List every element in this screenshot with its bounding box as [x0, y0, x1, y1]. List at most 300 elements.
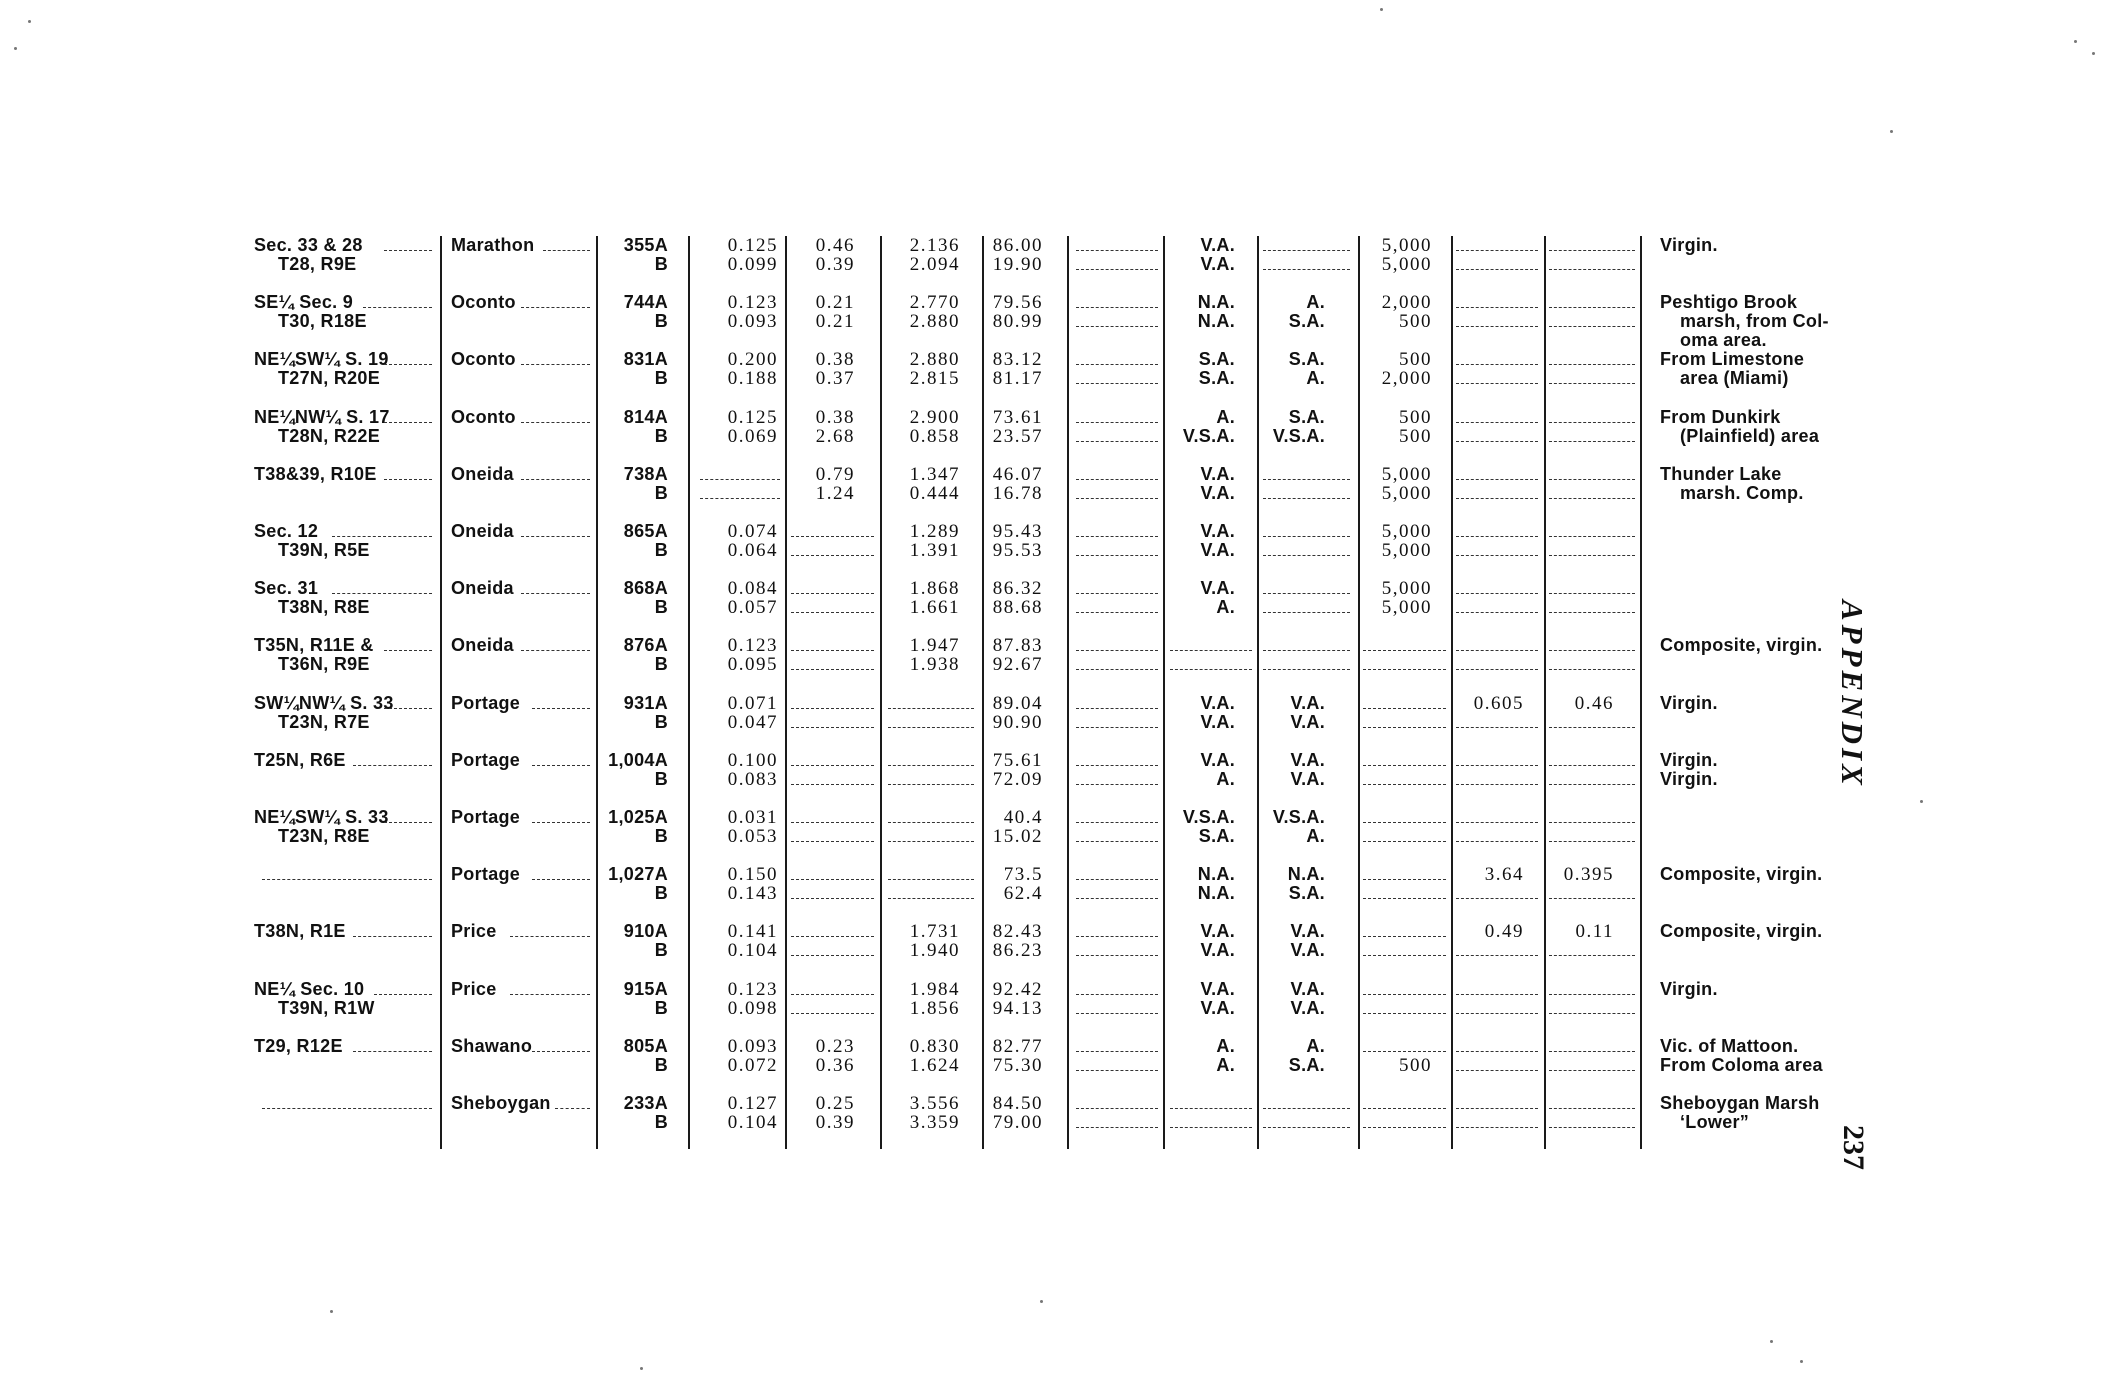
cell-c1: 0.104	[727, 940, 778, 962]
dash-leader	[1076, 479, 1158, 480]
table-row	[0, 291, 2107, 351]
scan-speck	[1380, 8, 1383, 11]
county: Oconto	[451, 406, 516, 427]
dash-leader	[1549, 1108, 1635, 1109]
dash-leader	[1076, 841, 1158, 842]
cell-c4: 19.90	[992, 254, 1043, 275]
scan-speck	[640, 1367, 643, 1370]
cell-c4: 87.83	[992, 635, 1043, 657]
cell-c1: 0.127	[727, 1093, 778, 1114]
cell-c4: 82.77	[992, 1035, 1043, 1057]
remarks: Virgin.	[1660, 768, 1718, 789]
dash-leader	[888, 727, 974, 728]
dash-leader	[384, 708, 432, 709]
dash-leader	[791, 822, 874, 823]
cell-c3: 1.347	[909, 463, 960, 485]
location-line2: T27N, R20E	[278, 368, 381, 389]
cell-c3: 1.868	[909, 578, 960, 600]
sample-id: 355A	[623, 235, 668, 255]
dash-leader	[353, 1051, 433, 1052]
cell-c7: V.A.	[1290, 940, 1325, 961]
cell-c4: 79.56	[992, 292, 1043, 314]
cell-c2: 0.38	[815, 349, 855, 371]
cell-c8: 500	[1399, 311, 1432, 333]
cell-c6: S.A.	[1198, 368, 1235, 389]
dash-leader	[521, 593, 590, 594]
dash-leader	[791, 1013, 874, 1014]
cell-c4: 95.43	[992, 521, 1043, 542]
cell-c6: V.A.	[1200, 997, 1235, 1018]
remarks: Composite, virgin.	[1660, 635, 1823, 656]
dash-leader	[888, 822, 974, 823]
dash-leader	[1549, 555, 1635, 556]
dash-leader	[521, 479, 590, 480]
dash-leader	[1263, 612, 1350, 613]
dash-leader	[555, 1108, 590, 1109]
cell-c3: 0.830	[909, 1035, 960, 1057]
cell-c4: 81.17	[992, 368, 1043, 390]
dash-leader	[1549, 784, 1635, 785]
dash-leader	[791, 593, 874, 594]
dash-leader	[1456, 593, 1538, 594]
dash-leader	[1549, 841, 1635, 842]
cell-c3: 1.289	[909, 521, 960, 542]
dash-leader	[1363, 784, 1446, 785]
cell-c2: 2.68	[815, 425, 855, 447]
dash-leader	[1456, 1108, 1538, 1109]
dash-leader	[1549, 593, 1635, 594]
cell-c4: 23.57	[992, 425, 1043, 447]
cell-c2: 0.38	[815, 406, 855, 428]
location-line2: T28, R9E	[278, 254, 357, 274]
dash-leader	[1076, 250, 1158, 251]
dash-leader	[1549, 1127, 1635, 1128]
dash-leader	[332, 593, 433, 594]
cell-c1: 0.064	[727, 540, 778, 561]
dash-leader	[532, 879, 590, 880]
cell-c1: 0.083	[727, 768, 778, 790]
cell-c8: 500	[1399, 425, 1432, 447]
sample-sub: B	[654, 368, 668, 389]
cell-c1: 0.141	[727, 921, 778, 943]
cell-c6: V.A.	[1200, 940, 1235, 961]
sample-id: 868A	[623, 578, 668, 599]
dash-leader	[791, 555, 874, 556]
cell-c4: 86.00	[992, 235, 1043, 256]
sample-sub: B	[654, 883, 668, 904]
cell-c1: 0.084	[727, 578, 778, 600]
dash-leader	[1456, 1013, 1538, 1014]
cell-c1: 0.100	[727, 749, 778, 771]
table-row	[0, 978, 2107, 1032]
cell-c9: 0.605	[1473, 692, 1524, 714]
cell-c6: N.A.	[1197, 311, 1235, 332]
cell-c1: 0.125	[727, 235, 778, 256]
county: Marathon	[451, 235, 535, 255]
cell-c7: S.A.	[1288, 349, 1325, 370]
scan-speck	[1890, 130, 1893, 133]
sample-id: 831A	[623, 349, 668, 370]
cell-c4: 73.5	[1003, 864, 1043, 886]
sample-id: 931A	[623, 692, 668, 713]
dash-leader	[700, 498, 780, 499]
sample-id: 915A	[623, 978, 668, 999]
sample-sub: B	[654, 482, 668, 503]
cell-c3: 1.984	[909, 978, 960, 1000]
table-row	[0, 1035, 2107, 1089]
cell-c4: 94.13	[992, 997, 1043, 1019]
dash-leader	[1363, 955, 1446, 956]
dash-leader	[1076, 364, 1158, 365]
cell-c3: 3.556	[909, 1093, 960, 1114]
cell-c2: 0.36	[815, 1054, 855, 1076]
remarks: (Plainfield) area	[1680, 425, 1820, 446]
cell-c2: 0.23	[815, 1035, 855, 1057]
cell-c4: 75.61	[992, 749, 1043, 771]
scan-speck	[1770, 1340, 1773, 1343]
cell-c1: 0.123	[727, 292, 778, 314]
remarks: Virgin.	[1660, 978, 1718, 999]
dash-leader	[1076, 1013, 1158, 1014]
cell-c1: 0.123	[727, 635, 778, 657]
table-row	[0, 348, 2107, 402]
sample-sub: B	[654, 311, 668, 332]
dash-leader	[1076, 1127, 1158, 1128]
cell-c1: 0.123	[727, 978, 778, 1000]
cell-c1: 0.031	[727, 807, 778, 828]
cell-c1: 0.095	[727, 654, 778, 676]
cell-c4: 90.90	[992, 711, 1043, 733]
dash-leader	[384, 422, 432, 423]
dash-leader	[353, 936, 433, 937]
location-line1: Sec. 12	[254, 521, 319, 541]
dash-leader	[1456, 898, 1538, 899]
sample-id: 233A	[623, 1093, 668, 1113]
cell-c7: V.A.	[1290, 978, 1325, 999]
county: Price	[451, 921, 497, 942]
dash-leader	[1456, 955, 1538, 956]
cell-c2: 0.37	[815, 368, 855, 390]
dash-leader	[1076, 955, 1158, 956]
cell-c7: A.	[1306, 368, 1325, 389]
table-row	[0, 806, 2107, 860]
cell-c2: 0.39	[815, 1112, 855, 1133]
cell-c6: V.A.	[1200, 521, 1235, 541]
dash-leader	[1076, 879, 1158, 880]
table-row	[0, 920, 2107, 974]
cell-c6: V.A.	[1200, 692, 1235, 713]
dash-leader	[791, 612, 874, 613]
dash-leader	[1363, 1108, 1446, 1109]
dash-leader	[1363, 1051, 1446, 1052]
dash-leader	[1549, 479, 1635, 480]
cell-c6: V.A.	[1200, 540, 1235, 560]
dash-leader	[1549, 441, 1635, 442]
dash-leader	[532, 822, 590, 823]
remarks: Sheboygan Marsh	[1660, 1093, 1820, 1113]
dash-leader	[1456, 364, 1538, 365]
remarks: From Limestone	[1660, 349, 1805, 370]
dash-leader	[1076, 326, 1158, 327]
dash-leader	[1263, 269, 1350, 270]
cell-c1: 0.057	[727, 597, 778, 619]
dash-leader	[1076, 441, 1158, 442]
remarks: oma area.	[1680, 330, 1767, 351]
cell-c3: 1.938	[909, 654, 960, 676]
cell-c3: 0.444	[909, 482, 960, 504]
location-line1: Sec. 33 & 28	[254, 235, 363, 255]
cell-c8: 5,000	[1381, 482, 1432, 504]
table-row	[0, 406, 2107, 460]
sample-sub: B	[654, 654, 668, 675]
scan-speck	[14, 47, 17, 50]
location-line2: T36N, R9E	[278, 654, 370, 675]
county: Oneida	[451, 463, 514, 484]
cell-c4: 75.30	[992, 1054, 1043, 1076]
dash-leader	[1076, 593, 1158, 594]
county: Oneida	[451, 635, 514, 656]
cell-c2: 0.25	[815, 1093, 855, 1114]
dash-leader	[1076, 555, 1158, 556]
remarks: ‘Lower”	[1680, 1112, 1750, 1132]
cell-c2: 1.24	[815, 482, 855, 504]
sample-id: 1,004A	[608, 749, 668, 770]
dash-leader	[1263, 555, 1350, 556]
dash-leader	[1549, 1070, 1635, 1071]
dash-leader	[1263, 479, 1350, 480]
dash-leader	[1263, 650, 1350, 651]
dash-leader	[521, 364, 590, 365]
dash-leader	[1456, 727, 1538, 728]
cell-c3: 2.815	[909, 368, 960, 390]
cell-c8: 2,000	[1381, 368, 1432, 390]
cell-c1: 0.143	[727, 883, 778, 905]
dash-leader	[888, 841, 974, 842]
cell-c1: 0.150	[727, 864, 778, 886]
cell-c3: 1.731	[909, 921, 960, 943]
county: Portage	[451, 864, 521, 885]
remarks: Vic. of Mattoon.	[1660, 1035, 1799, 1056]
sample-id: 910A	[623, 921, 668, 942]
cell-c1: 0.125	[727, 406, 778, 428]
cell-c3: 2.880	[909, 311, 960, 333]
dash-leader	[1263, 669, 1350, 670]
cell-c8: 500	[1399, 1054, 1432, 1076]
dash-leader	[1363, 765, 1446, 766]
cell-c6: V.A.	[1200, 711, 1235, 732]
remarks: Peshtigo Brook	[1660, 292, 1798, 313]
dash-leader	[521, 536, 590, 537]
cell-c4: 86.23	[992, 940, 1043, 962]
cell-c2: 0.79	[815, 463, 855, 485]
dash-leader	[1456, 612, 1538, 613]
cell-c7: V.A.	[1290, 749, 1325, 770]
dash-leader	[1549, 822, 1635, 823]
dash-leader	[1549, 422, 1635, 423]
county: Oconto	[451, 292, 516, 313]
table-row	[0, 634, 2107, 688]
dash-leader	[1549, 650, 1635, 651]
dash-leader	[791, 936, 874, 937]
remarks: Composite, virgin.	[1660, 921, 1823, 942]
dash-leader	[1263, 593, 1350, 594]
cell-c2: 0.21	[815, 292, 855, 314]
dash-leader	[1456, 555, 1538, 556]
county: Portage	[451, 692, 521, 713]
cell-c6: S.A.	[1198, 826, 1235, 846]
dash-leader	[1363, 936, 1446, 937]
dash-leader	[1076, 269, 1158, 270]
cell-c1: 0.069	[727, 425, 778, 447]
cell-c2: 0.46	[815, 235, 855, 256]
remarks: marsh. Comp.	[1680, 482, 1804, 503]
dash-leader	[1076, 1070, 1158, 1071]
dash-leader	[1456, 307, 1538, 308]
cell-c6: V.A.	[1200, 254, 1235, 274]
side-title: APPENDIX	[1835, 600, 1870, 789]
dash-leader	[791, 727, 874, 728]
dash-leader	[521, 422, 590, 423]
dash-leader	[791, 708, 874, 709]
cell-c4: 80.99	[992, 311, 1043, 333]
cell-c1: 0.074	[727, 521, 778, 542]
cell-c7: V.A.	[1290, 711, 1325, 732]
sample-sub: B	[654, 540, 668, 560]
cell-c7: V.A.	[1290, 768, 1325, 789]
dash-leader	[1170, 669, 1252, 670]
dash-leader	[1076, 498, 1158, 499]
dash-leader	[1263, 1108, 1350, 1109]
dash-leader	[1456, 479, 1538, 480]
dash-leader	[1456, 536, 1538, 537]
remarks: area (Miami)	[1680, 368, 1789, 389]
cell-c3: 2.770	[909, 292, 960, 314]
dash-leader	[521, 307, 590, 308]
scan-speck	[28, 20, 31, 23]
cell-c3: 1.947	[909, 635, 960, 657]
dash-leader	[1549, 536, 1635, 537]
cell-c3: 3.359	[909, 1112, 960, 1133]
table-row	[0, 1092, 2107, 1146]
dash-leader	[1456, 765, 1538, 766]
cell-c7: S.A.	[1288, 311, 1325, 332]
location-line1: SE¼ Sec. 9	[254, 292, 354, 313]
scan-speck	[1920, 800, 1923, 803]
dash-leader	[384, 479, 432, 480]
cell-c7: V.S.A.	[1272, 807, 1325, 827]
cell-c6: A.	[1216, 597, 1235, 618]
cell-c7: V.A.	[1290, 692, 1325, 713]
dash-leader	[1076, 936, 1158, 937]
dash-leader	[1363, 841, 1446, 842]
cell-c4: 79.00	[992, 1112, 1043, 1133]
dash-leader	[1363, 879, 1446, 880]
sample-id: 738A	[623, 463, 668, 484]
sample-id: 814A	[623, 406, 668, 427]
cell-c6: A.	[1216, 406, 1235, 427]
cell-c6: N.A.	[1197, 883, 1235, 904]
dash-leader	[1363, 822, 1446, 823]
dash-leader	[791, 536, 874, 537]
remarks: From Dunkirk	[1660, 406, 1781, 427]
dash-leader	[1456, 822, 1538, 823]
cell-c6: V.A.	[1200, 482, 1235, 503]
dash-leader	[1076, 784, 1158, 785]
cell-c8: 5,000	[1381, 540, 1432, 561]
cell-c4: 88.68	[992, 597, 1043, 619]
scan-speck	[1040, 1300, 1043, 1303]
dash-leader	[1456, 441, 1538, 442]
cell-c6: V.A.	[1200, 749, 1235, 770]
cell-c7: A.	[1306, 826, 1325, 846]
cell-c4: 82.43	[992, 921, 1043, 943]
dash-leader	[1076, 650, 1158, 651]
cell-c7: N.A.	[1287, 864, 1325, 885]
cell-c4: 89.04	[992, 692, 1043, 714]
dash-leader	[1076, 1108, 1158, 1109]
dash-leader	[1363, 1013, 1446, 1014]
county: Portage	[451, 749, 521, 770]
cell-c3: 1.940	[909, 940, 960, 962]
dash-leader	[1263, 1127, 1350, 1128]
county: Oneida	[451, 578, 514, 599]
dash-leader	[1549, 765, 1635, 766]
sample-id: 865A	[623, 521, 668, 541]
dash-leader	[332, 536, 433, 537]
dash-leader	[1263, 250, 1350, 251]
county: Oneida	[451, 521, 514, 541]
dash-leader	[1549, 307, 1635, 308]
dash-leader	[888, 708, 974, 709]
location-line1: T35N, R11E &	[254, 635, 374, 656]
dash-leader	[1456, 383, 1538, 384]
cell-c8: 5,000	[1381, 578, 1432, 600]
sample-id: 1,025A	[608, 807, 668, 827]
cell-c8: 500	[1399, 349, 1432, 371]
cell-c3: 1.391	[909, 540, 960, 561]
location-line2: T39N, R5E	[278, 540, 370, 560]
cell-c1: 0.098	[727, 997, 778, 1019]
cell-c4: 84.50	[992, 1093, 1043, 1114]
county: Sheboygan	[451, 1093, 551, 1113]
dash-leader	[1456, 841, 1538, 842]
dash-leader	[1549, 326, 1635, 327]
dash-leader	[1170, 650, 1252, 651]
sample-sub: B	[654, 711, 668, 732]
location-line1: NE¼SW¼ S. 19	[254, 349, 389, 370]
cell-c6: N.A.	[1197, 864, 1235, 885]
cell-c7: S.A.	[1288, 1054, 1325, 1075]
county: Price	[451, 978, 497, 999]
cell-c8: 5,000	[1381, 235, 1432, 256]
dash-leader	[1076, 383, 1158, 384]
dash-leader	[888, 784, 974, 785]
cell-c2: 0.21	[815, 311, 855, 333]
cell-c6: V.S.A.	[1182, 807, 1235, 827]
remarks: marsh, from Col-	[1680, 311, 1829, 332]
scan-speck	[1800, 1360, 1803, 1363]
scan-speck	[330, 1310, 333, 1313]
dash-leader	[384, 250, 432, 251]
dash-leader	[510, 936, 591, 937]
cell-c6: V.A.	[1200, 921, 1235, 942]
table-row	[0, 234, 2107, 288]
cell-c10: 0.11	[1575, 921, 1614, 943]
location-line2: T28N, R22E	[278, 425, 381, 446]
dash-leader	[532, 708, 590, 709]
dash-leader	[384, 364, 432, 365]
cell-c4: 72.09	[992, 768, 1043, 790]
